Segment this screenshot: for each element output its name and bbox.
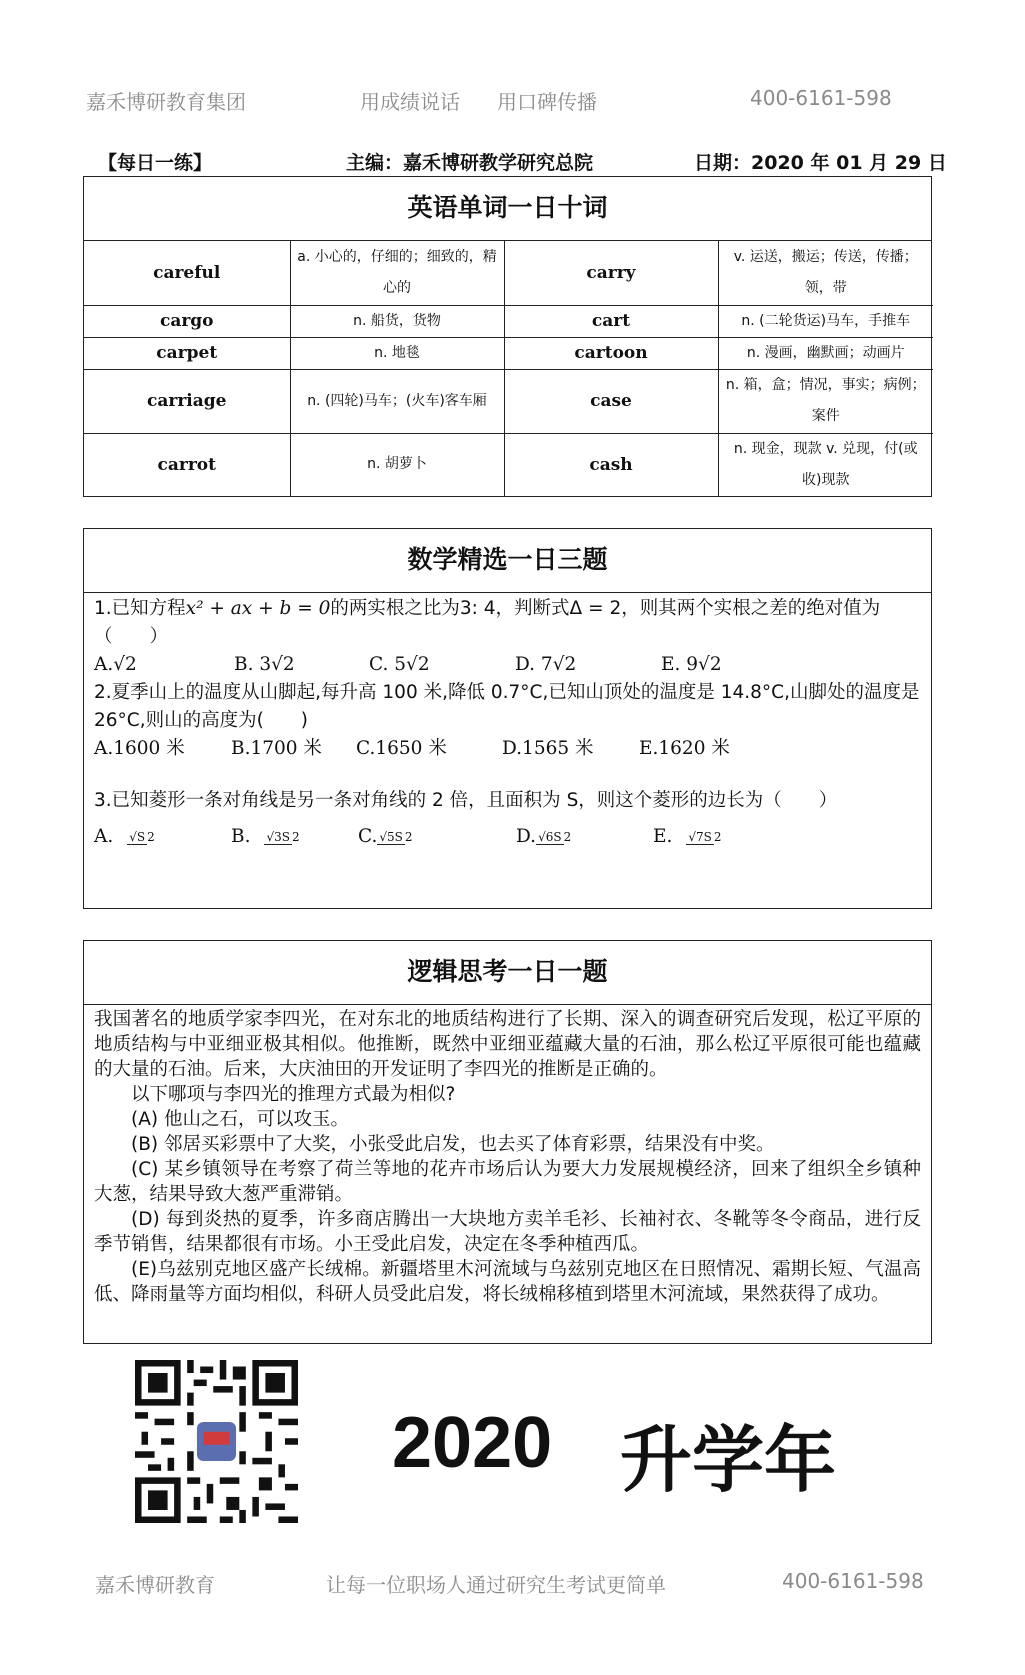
vocab-row [84,433,933,496]
q3-option-fraction [127,830,155,845]
vocab-definition: n. 漫画，幽默画；动画片 [718,337,933,369]
q3-options [94,823,921,851]
vocab-word: carriage [84,369,290,433]
logic-question [84,1005,931,1307]
fraction-denominator: 2 [404,829,413,844]
footer-phone: 400-6161-598 [782,1569,924,1593]
fraction-numerator: √S [129,829,146,844]
q1-options [94,651,921,679]
vocab-word: carrot [84,433,290,496]
vocab-definition: n. 胡萝卜 [290,433,504,496]
q2-option-a: A.1600 米 [94,738,185,759]
vocab-word: carpet [84,337,290,369]
vocab-definition: v. 运送，搬运；传送，传播；领，带 [718,241,933,305]
vocab-word: carry [504,241,718,305]
vocab-title: 英语单词一日十词 [84,177,931,241]
vocab-word: cartoon [504,337,718,369]
q2-option-d: D.1565 米 [502,738,594,759]
fraction-numerator: √5S [379,829,403,844]
vocab-definition: n. 箱，盒；情况，事实；病例；案件 [718,369,933,433]
footer-company: 嘉禾博研教育 [95,1573,215,1597]
vocab-definition: n. 现金，现款 v. 兑现，付(或收)现款 [718,433,933,496]
daily-practice-tag: 【每日一练】 [98,152,213,174]
promo-slogan: 升学年 [620,1418,837,1502]
fraction-numerator: √7S [688,829,712,844]
vocab-row [84,337,933,369]
math-question-1 [94,595,921,651]
vocab-word: cash [504,433,718,496]
logic-option-e: (E)乌兹别克地区盛产长绒棉。新疆塔里木河流域与乌兹别克地区在日照情况、霜期长短、气温高低、降雨量等方面均相似，科研人员受此启发，将长绒棉移植到塔里木河流域，果然获得了成功。 [94,1259,921,1305]
logic-option-c: (C) 某乡镇领导在考察了荷兰等地的花卉市场后认为要大力发展规模经济，回来了组织全乡镇种大葱，结果导致大葱严重滞销。 [94,1159,921,1205]
fraction-numerator: √3S [266,829,290,844]
vocab-word: careful [84,241,290,305]
q1-text-pre: 1.已知方程 [94,598,186,619]
q3-option-a [94,823,231,851]
q3-option-label: B. [231,826,251,847]
q1-text-post: 的两实根之比为3: 4，判断式Δ = 2，则其两个实根之差的绝对值为（ ） [94,598,881,647]
qr-code [135,1360,298,1523]
q3-option-e [653,823,722,851]
vocab-definition: n. (四轮)马车；(火车)客车厢 [290,369,504,433]
vocab-definition: n. 地毯 [290,337,504,369]
fraction-denominator: 2 [713,829,722,844]
vocab-row [84,241,933,305]
vocab-table [84,241,933,496]
q3-option-c [358,823,516,851]
logic-option-b: (B) 邻居买彩票中了大奖，小张受此启发，也去买了体育彩票，结果没有中奖。 [131,1134,775,1155]
fraction-denominator: 2 [292,829,300,844]
header-company: 嘉禾博研教育集团 [86,90,246,114]
date-label: 日期：2020 年 01 月 29 日 [694,152,947,174]
vocab-word: case [504,369,718,433]
vocab-definition: n. (二轮货运)马车，手推车 [718,305,933,337]
q2-option-e: E.1620 米 [639,738,730,759]
vocab-definition: n. 船货，货物 [290,305,504,337]
q2-options [94,735,921,763]
q1-option-b: B. 3√2 [234,654,295,675]
q3-option-label: A. [94,826,114,847]
math-question-2: 2.夏季山上的温度从山脚起,每升高 100 米,降低 0.7°C,已知山顶处的温度是 14.8°C,山脚处的温度是 26°C,则山的高度为( ) [94,682,920,731]
vocab-row [84,369,933,433]
fraction-denominator: 2 [147,829,155,844]
vocab-row [84,305,933,337]
q3-option-b [231,823,358,851]
q2-option-c: C.1650 米 [356,738,447,759]
fraction-denominator: 2 [563,829,572,844]
logic-title: 逻辑思考一日一题 [84,941,931,1005]
logic-passage: 我国著名的地质学家李四光，在对东北的地质结构进行了长期、深入的调查研究后发现，松辽平原的地质结构与中亚细亚极其相似。他推断，既然中亚细亚蕴藏大量的石油，那么松辽平原很可能也蕴藏的大量的石油。后来，大庆油田的开发证明了李四光的推断是正确的。 [94,1009,921,1080]
q3-option-label: E. [653,826,673,847]
q3-option-label: C. [358,826,378,847]
promo-year: 2020 [392,1403,553,1483]
math-questions [84,593,931,851]
q3-option-fraction [536,830,571,845]
q3-option-fraction [377,830,412,845]
vocab-word: cargo [84,305,290,337]
logic-option-a: (A) 他山之石，可以攻玉。 [131,1109,349,1130]
q1-option-e: E. 9√2 [661,654,722,675]
vocab-word: cart [504,305,718,337]
header-slogan-1: 用成绩说话 [360,90,460,114]
q3-option-d [516,823,653,851]
q3-option-label: D. [516,826,537,847]
logic-prompt: 以下哪项与李四光的推理方式最为相似? [131,1084,456,1105]
q3-option-fraction [264,830,299,845]
q3-option-fraction [686,830,721,845]
logic-option-d: (D) 每到炎热的夏季，许多商店腾出一大块地方卖羊毛衫、长袖衬衣、冬靴等冬令商品，进行反季节销售，结果都很有市场。小王受此启发，决定在冬季种植西瓜。 [94,1209,921,1255]
header-slogan-2: 用口碑传播 [497,90,597,114]
vocab-section [83,176,932,497]
vocab-definition: a. 小心的，仔细的；细致的，精心的 [290,241,504,305]
math-title: 数学精选一日三题 [84,529,931,593]
q1-option-a: A.√2 [94,654,137,675]
q1-option-c: C. 5√2 [369,654,430,675]
fraction-numerator: √6S [538,829,562,844]
footer-tagline: 让每一位职场人通过研究生考试更简单 [326,1573,666,1597]
q2-option-b: B.1700 米 [231,738,322,759]
math-section [83,528,932,909]
logic-section [83,940,932,1344]
header-phone: 400-6161-598 [750,86,892,110]
q1-equation: x² + ax + b = 0 [185,598,331,619]
q1-option-d: D. 7√2 [515,654,577,675]
editor-label: 主编：嘉禾博研教学研究总院 [346,152,594,174]
math-question-3: 3.已知菱形一条对角线是另一条对角线的 2 倍，且面积为 S，则这个菱形的边长为（ ） [94,790,838,811]
